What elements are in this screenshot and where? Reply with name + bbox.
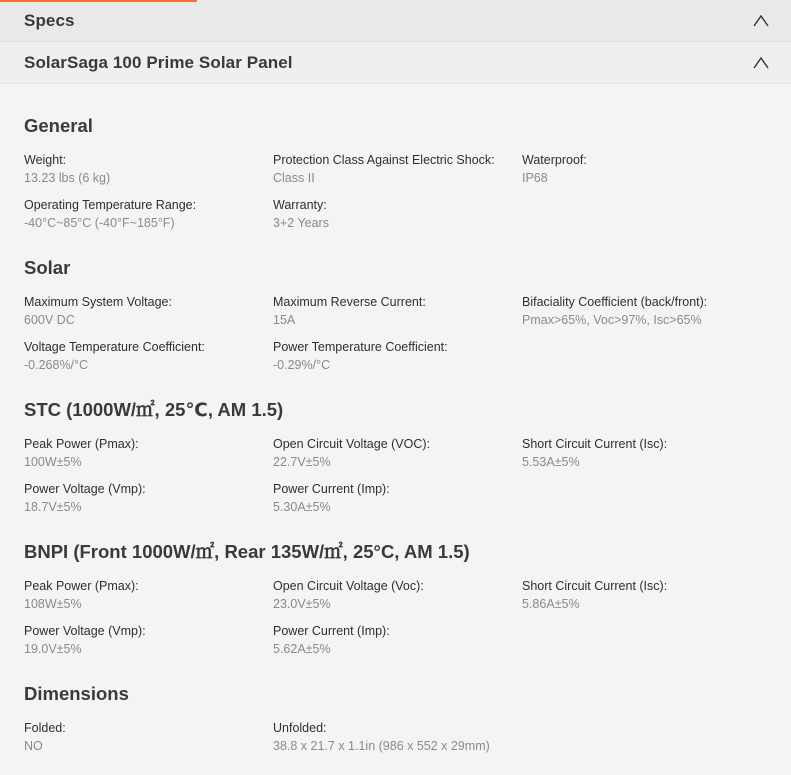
spec-item-power-current	[273, 480, 522, 516]
spec-item-peak-power	[24, 435, 273, 471]
spec-label: Peak Power (Pmax):	[24, 579, 139, 593]
spec-grid	[24, 435, 767, 516]
spec-value: Class II	[273, 171, 315, 185]
spec-label: Power Voltage (Vmp):	[24, 482, 146, 496]
product-accordion-header[interactable]	[0, 42, 791, 84]
spec-label: Open Circuit Voltage (VOC):	[273, 437, 431, 451]
section-title: Dimensions	[24, 683, 129, 704]
spec-value: IP68	[522, 171, 548, 185]
spec-item-warranty	[273, 196, 522, 232]
spec-value: 23.0V±5%	[273, 597, 331, 611]
spec-item-short-circuit-current	[522, 577, 767, 613]
spec-label: Power Current (Imp):	[273, 624, 390, 638]
spec-label: Unfolded:	[273, 721, 327, 735]
spec-value: -0.268%/°C	[24, 358, 89, 372]
spec-value: 15A	[273, 313, 296, 327]
spec-content	[0, 84, 791, 755]
spec-grid	[24, 719, 767, 755]
specs-title: Specs	[24, 10, 75, 30]
spec-value: 5.30A±5%	[273, 500, 331, 514]
section-title: General	[24, 115, 93, 136]
spec-label: Maximum System Voltage:	[24, 295, 172, 309]
spec-item-unfolded	[273, 719, 522, 755]
product-title: SolarSaga 100 Prime Solar Panel	[24, 52, 293, 72]
section-general	[24, 114, 767, 232]
spec-item-power-temp-coefficient	[273, 338, 522, 374]
spec-label: Waterproof:	[522, 153, 587, 167]
section-title: STC (1000W/㎡, 25℃, AM 1.5)	[24, 399, 284, 420]
spec-value: 13.23 lbs (6 kg)	[24, 171, 111, 185]
spec-grid	[24, 151, 767, 232]
spec-label: Folded:	[24, 721, 66, 735]
spec-item-open-circuit-voltage	[273, 577, 522, 613]
section-dimensions	[24, 682, 767, 755]
spec-value: 22.7V±5%	[273, 455, 331, 469]
spec-value: -40°C~85°C (-40°F~185°F)	[24, 216, 175, 230]
chevron-up-icon[interactable]	[753, 15, 769, 27]
spec-label: Power Voltage (Vmp):	[24, 624, 146, 638]
spec-item-power-voltage	[24, 480, 273, 516]
spec-label: Bifaciality Coefficient (back/front):	[522, 295, 708, 309]
chevron-up-icon[interactable]	[753, 57, 769, 69]
spec-item-power-current	[273, 622, 522, 658]
spec-value: NO	[24, 739, 43, 753]
spec-value: 18.7V±5%	[24, 500, 82, 514]
section-stc	[24, 398, 767, 516]
spec-label: Protection Class Against Electric Shock:	[273, 153, 495, 167]
spec-label: Maximum Reverse Current:	[273, 295, 426, 309]
spec-label: Power Temperature Coefficient:	[273, 340, 448, 354]
specs-accordion-header[interactable]	[0, 0, 791, 42]
spec-grid	[24, 577, 767, 658]
active-tab-indicator	[0, 0, 197, 2]
spec-value: 38.8 x 21.7 x 1.1in (986 x 552 x 29mm)	[273, 739, 490, 753]
spec-item-max-reverse-current	[273, 293, 522, 329]
spec-label: Short Circuit Current (Isc):	[522, 579, 668, 593]
spec-value: 600V DC	[24, 313, 75, 327]
spec-value: 5.53A±5%	[522, 455, 580, 469]
spec-item-voltage-temp-coefficient	[24, 338, 273, 374]
section-bnpi	[24, 540, 767, 658]
spec-value: 3+2 Years	[273, 216, 329, 230]
spec-item-protection-class	[273, 151, 522, 187]
spec-item-peak-power	[24, 577, 273, 613]
spec-item-waterproof	[522, 151, 767, 187]
spec-label: Short Circuit Current (Isc):	[522, 437, 668, 451]
spec-value: Pmax>65%, Voc>97%, Isc>65%	[522, 313, 702, 327]
spec-label: Open Circuit Voltage (Voc):	[273, 579, 424, 593]
spec-value: 100W±5%	[24, 455, 82, 469]
spec-item-open-circuit-voltage	[273, 435, 522, 471]
spec-item-bifaciality-coefficient	[522, 293, 767, 329]
spec-label: Voltage Temperature Coefficient:	[24, 340, 205, 354]
spec-value: 108W±5%	[24, 597, 82, 611]
spec-label: Power Current (Imp):	[273, 482, 390, 496]
spec-value: 5.86A±5%	[522, 597, 580, 611]
spec-value: 5.62A±5%	[273, 642, 331, 656]
spec-grid	[24, 293, 767, 374]
spec-item-power-voltage	[24, 622, 273, 658]
spec-label: Weight:	[24, 153, 67, 167]
spec-item-folded	[24, 719, 273, 755]
section-title: Solar	[24, 257, 71, 278]
spec-label: Warranty:	[273, 198, 327, 212]
spec-item-operating-temperature	[24, 196, 273, 232]
spec-item-short-circuit-current	[522, 435, 767, 471]
spec-item-weight	[24, 151, 273, 187]
spec-item-max-system-voltage	[24, 293, 273, 329]
spec-label: Operating Temperature Range:	[24, 198, 197, 212]
spec-value: -0.29%/°C	[273, 358, 331, 372]
section-title: BNPI (Front 1000W/㎡, Rear 135W/㎡, 25°C, AM 1.5)	[24, 541, 470, 562]
spec-label: Peak Power (Pmax):	[24, 437, 139, 451]
spec-value: 19.0V±5%	[24, 642, 82, 656]
section-solar	[24, 256, 767, 374]
